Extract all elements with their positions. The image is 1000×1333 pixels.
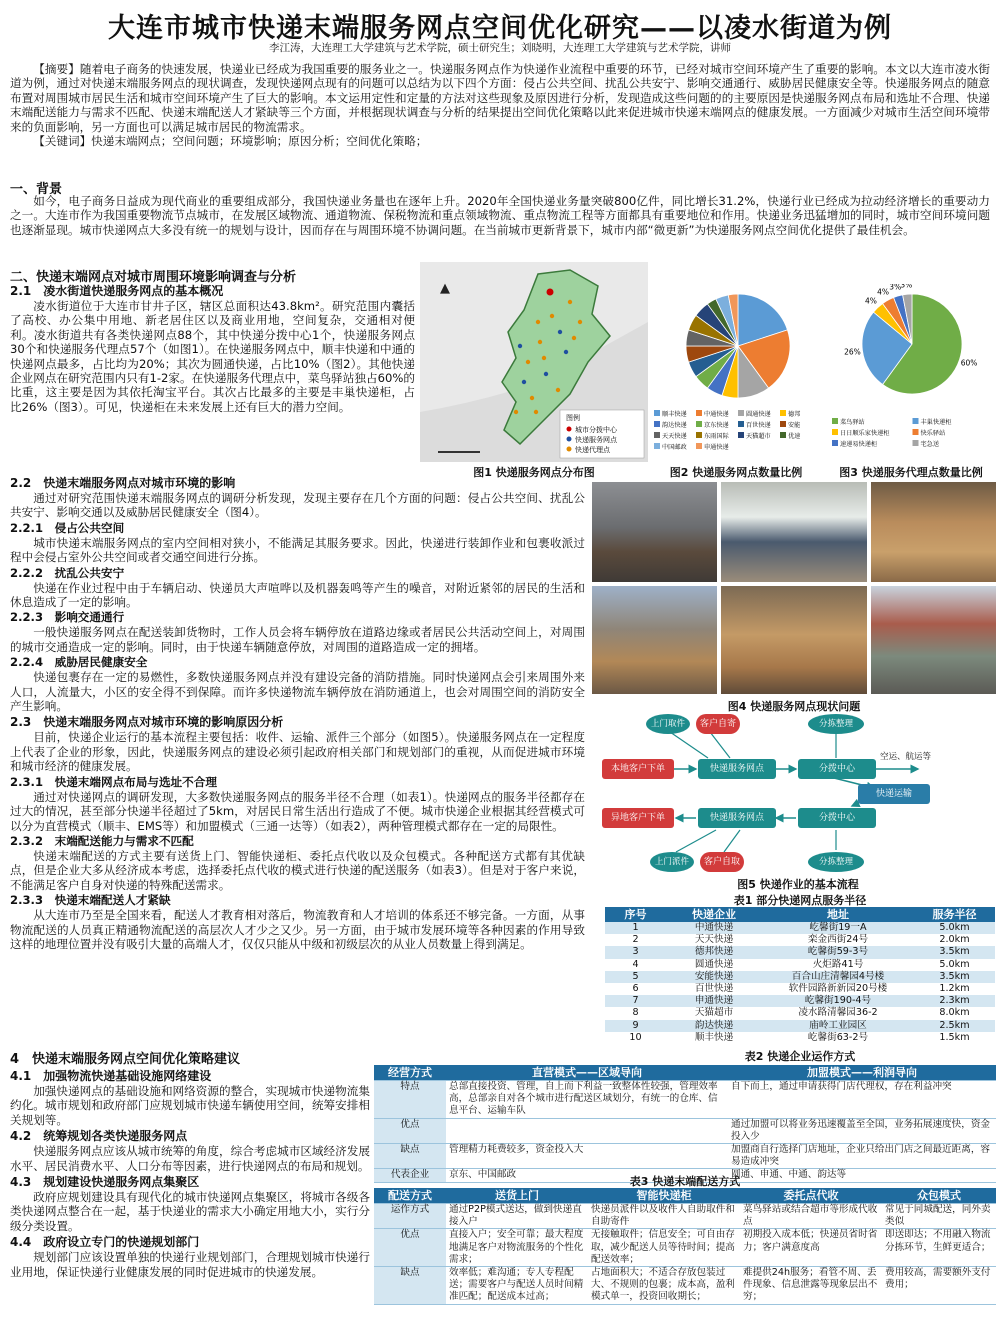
pie3-pct-label: 3% [889, 284, 902, 292]
para-4-3: 政府应规划建设具有现代化的城市快递网点集聚区，将城市各级各类快递网点整合在一起，基于快递业的需求大小确定用地大小，实行分级分类设置。 [10, 1190, 370, 1233]
table1-cell: 1 [605, 922, 666, 934]
table1-row [605, 959, 995, 971]
table1-row [605, 1032, 995, 1044]
heading-2-2-2: 2.2.2 扰乱公共安宁 [10, 565, 125, 580]
table3-cell: 常见于同城配送，同外卖类似 [882, 1204, 996, 1229]
pie2-legend-swatch [696, 410, 702, 416]
heading-2-2-1: 2.2.1 侵占公共空间 [10, 520, 125, 535]
table1-row [605, 1020, 995, 1032]
map-legend-agent: 快递代理点 [575, 446, 610, 454]
heading-4-2: 4.2 统筹规划各类快递服务网点 [10, 1129, 188, 1144]
pie2-legend-label: 圆通快递 [746, 411, 771, 418]
para-2-3-3: 从大连市乃至是全国来看，配送人才教育相对落后，物流教育和人才培训的体系还不够完备。一方面，从事物流配送的人员真正精通物流配送的高层次人才少之又少。另一方面，由于城市发展环境等各种因素的作用导致这样的地理位置并没有吸引大量的高端人才，仅仅只能从中级和初级层次的从业人员数量上得到满足。 [10, 908, 585, 951]
table1-cell: 屹馨街59-3号 [762, 946, 914, 958]
flow-pickup: 上门取件 [646, 714, 690, 734]
left-column [10, 282, 415, 414]
table1-row [605, 934, 995, 946]
table1-cell: 百合山庄清馨园4号楼 [762, 971, 914, 983]
heading-2-2-4: 2.2.4 威胁居民健康安全 [10, 655, 148, 670]
pie2-legend-swatch [780, 410, 786, 416]
pie3-legend-label: 宅急送 [920, 441, 940, 448]
table3-caption: 表3 快递末端配送方式 [629, 1175, 741, 1188]
section1-paragraph: 如今，电子商务日益成为现代商业的重要组成部分，我国快递业务量也在逐年上升。2020年全国快递业务量突破800亿件，同比增长31.2%，快递行业已经成为拉动经济增长的重要动力之一。大连市作为我国重要物流节点城市，在发展区域物流、通道物流、保税物流和重点领域物流、重点物流工程等方面都具有重要地位和作用。快递业务迅猛增加的同时，城市空间环境问题也逐渐显现。城市快递网点大多没有统一的规划与设计，因而存在与周围环境不协调问题。在当前城市更新背景下，城市内部“微更新”为快递服务网点空间优化提供了最佳机会。 [10, 194, 990, 237]
table1-header-radius: 服务半径 [914, 907, 995, 922]
table1-row [605, 971, 995, 983]
pie2-legend-label: 百世快递 [746, 422, 771, 429]
table3-cell: 初期投入成本低；快递员省时省力；客户满意度高 [740, 1229, 882, 1267]
para-4-1: 加强快递网点的基础设施和网络资源的整合，实现城市快递物流集约化。城市规划和政府部门应规划城市快递车辆使用空间，统筹安排相关规划等。 [10, 1084, 370, 1127]
table1-row [605, 995, 995, 1007]
table1-cell: 庙岭工业园区 [762, 1020, 914, 1032]
pie3-svg [830, 284, 995, 460]
table1-row [605, 1007, 995, 1019]
pie3-legend-swatch [913, 429, 919, 435]
map-point [518, 344, 522, 348]
table3-cell: 难提供24h服务；看管不周、丢件现象、信息泄露等现象层出不穷； [740, 1267, 882, 1305]
north-arrow-icon: ▲ [440, 281, 450, 296]
table3-cell: 即送即达；不用融入物流分拣环节，生鲜更适合； [882, 1229, 996, 1267]
table1-caption: 表1 部分快递网点服务半径 [733, 894, 867, 907]
table1-cell: 3.5km [914, 946, 995, 958]
pie3-legend-swatch [913, 418, 919, 424]
table2-header-franchise: 加盟模式——利润导向 [728, 1065, 996, 1081]
table3-cell: 缺点 [374, 1267, 446, 1305]
table1-cell: 申通快递 [666, 995, 762, 1007]
map-legend [560, 410, 644, 458]
table2-cell: 代表企业 [374, 1169, 446, 1182]
pie2-legend-label: 申通快递 [704, 444, 729, 451]
heading-4-4: 4.4 政府设立专门的快递规划部门 [10, 1235, 200, 1250]
table1-cell: 百世快递 [666, 983, 762, 995]
para-2-1: 凌水街道位于大连市甘井子区，辖区总面积达43.8km²。研究范围内囊括了高校、办公集中用地、新老居住区以及商业用地，空间复杂，交通相对便利。凌水街道共有各类快递网点88个，其中快递分拨中心1个，快递服务网点30个和快递服务代理点57个（如图1）。在快递服务网点中，顺丰快递和中通的快递网点最多，占比均为20%；其次为圆通快递，占比10%（图2）。其他快递企业网点在研究范围内只有1-2家。在快递服务代理点中，菜鸟驿站独占60%的比重，这主要是因为其依托淘宝平台。其次占比最多的主要是丰巢快递柜，占比26%（图3）。可见，快递柜在未来发展上还有巨大的潜力空间。 [10, 299, 415, 414]
figure1-caption: 图1 快递服务网点分布图 [473, 466, 595, 479]
table1-cell: 7 [605, 995, 666, 1007]
table1-cell: 屹馨街19一A [762, 922, 914, 934]
table3-row [374, 1229, 996, 1267]
table1-cell: 8 [605, 1007, 666, 1019]
table3-header-mode: 配送方式 [374, 1188, 446, 1204]
map-point [526, 360, 530, 364]
table3-cell: 无接触取件；信息安全；可自由存取，减少配送人员等待时间；提高配送效率； [588, 1229, 740, 1267]
map-legend-outlet: 快递服务网点 [575, 436, 617, 444]
heading-2-3-3: 2.3.3 快递末端配送人才紧缺 [10, 893, 171, 908]
pie2-legend-label: 天天快递 [662, 433, 687, 440]
flow-outlet-top: 快递服务网点 [698, 759, 776, 779]
table3 [374, 1188, 996, 1305]
figure4-caption: 图4 快递服务网点现状问题 [727, 700, 861, 713]
table3-row [374, 1267, 996, 1305]
pie2-legend-swatch [780, 432, 786, 438]
para-2-2-4: 快递包裹存在一定的易燃性，多数快递服务网点并没有建设完备的消防措施。同时快递网点会引来周围外来人口，人流量大，小区的安全得不到保障。而许多快递物流车辆停放在消防通道上，也会对周围空间的消防安全产生影响。 [10, 670, 585, 714]
table1-cell: 1.2km [914, 983, 995, 995]
pie2-legend-swatch [738, 421, 744, 427]
pie3-pct-label: 60% [960, 358, 978, 368]
table1-header-index: 序号 [605, 907, 666, 922]
table1-cell: 德邦快递 [666, 946, 762, 958]
section1-text [10, 194, 990, 237]
heading-4-1: 4.1 加强物流快递基础设施网络建设 [10, 1069, 212, 1083]
figure4-photos [592, 482, 996, 694]
authors: 李江涛，大连理工大学建筑与艺术学院，硕士研究生；刘晓明，大连理工大学建筑与艺术学院，讲师 [269, 42, 731, 54]
table3-cell: 快递员派件以及收件人自助取件和自助寄件 [588, 1204, 740, 1229]
table1-cell: 5.0km [914, 959, 995, 971]
section4-heading: 4 快递末端服务网点空间优化策略建议 [10, 1052, 241, 1067]
pie2-legend-label: 京东快递 [704, 422, 729, 429]
figure1-map [420, 262, 648, 462]
table2-cell: 管理精力耗费较多，资金投入大 [446, 1144, 728, 1169]
pie3-legend-label: 快乐驿站 [920, 430, 946, 437]
map-svg [420, 262, 648, 462]
flow-sort-center-bottom: 分拨中心 [798, 808, 876, 828]
table3-header-locker: 智能快递柜 [588, 1188, 740, 1204]
table2-cell: 加盟商自行选择门店地址，企业只给出门店之间最近距离，容易造成冲突 [728, 1144, 996, 1169]
pie2-legend-swatch [654, 410, 660, 416]
para-2-2-3: 一般快递服务网点在配送装卸货物时，工作人员会将车辆停放在道路边缘或者居民公共活动空间上，对周围的城市交通造成一定的影响。同时，由于快递车辆随意停放，对周围的道路造成一定的拥堵。 [10, 625, 585, 654]
table1-cell: 3 [605, 946, 666, 958]
flow-sort-transfer-bottom: 分拣整理 [808, 852, 864, 872]
figure5-caption: 图5 快递作业的基本流程 [737, 878, 859, 891]
pie3-legend-label: 丰巢快递柜 [920, 419, 952, 426]
table3-cell: 直接入户；安全可靠；最大程度地满足客户对物流服务的个性化需求； [446, 1229, 588, 1267]
map-point [550, 314, 554, 318]
photo-cluttered-parcels [721, 586, 867, 694]
map-point [544, 372, 548, 376]
table2-row [374, 1144, 996, 1169]
heading-2-1: 2.1 凌水街道快递服务网点的基本概况 [10, 284, 224, 298]
table3-header-agent: 委托点代收 [740, 1188, 882, 1204]
abstract-label: 【摘要】 [33, 62, 80, 76]
table1-cell: 栾金西街24号 [762, 934, 914, 946]
pie3-legend-swatch [832, 429, 838, 435]
section2-heading: 二、快递末端网点对城市周围环境影响调查与分析 [10, 270, 297, 285]
table2-cell: 通过加盟可以将业务迅速覆盖至全国，业务拓展速度快，资金投入少 [728, 1118, 996, 1143]
table2 [374, 1065, 996, 1183]
table1-row [605, 983, 995, 995]
heading-2-3-2: 2.3.2 末端配送能力与需求不匹配 [10, 833, 194, 848]
table2-cell: 优点 [374, 1118, 446, 1143]
table2-caption: 表2 快递企业运作方式 [744, 1050, 856, 1063]
figure2-pie [652, 288, 824, 460]
para-2-2: 通过对研究范围快递末端服务网点的调研分析发现，发现主要存在几个方面的问题：侵占公共空间、扰乱公共安宁、影响交通以及威胁居民健康安全（图4）。 [10, 491, 585, 520]
para-2-2-1: 城市快递末端服务网点的室内空间相对狭小，不能满足其服务要求。因此，快递进行装卸作业和包裹收派过程中会侵占室外公共空间或者交通空间进行分拣。 [10, 535, 585, 565]
map-point [530, 396, 534, 400]
para-4-4: 规划部门应该设置单独的快递行业规划部门，合理规划城市快递行业用地，保证快递行业健康发展的同时促进城市的快递发展。 [10, 1250, 370, 1279]
table1 [605, 907, 995, 1044]
full-column-a [10, 474, 585, 951]
pie3-legend-swatch [832, 440, 838, 446]
map-legend-title: 图例 [566, 414, 580, 422]
table1-cell: 3.5km [914, 971, 995, 983]
pie2-legend-label: 优速 [788, 433, 801, 440]
table1-header-address: 地址 [762, 907, 914, 922]
photo-sorting-outdoors [592, 482, 717, 582]
table3-cell: 效率低；难沟通；专人专程配送；需要客户与配送人员时间精准匹配；配送成本过高； [446, 1267, 588, 1305]
table2-row [374, 1081, 996, 1119]
map-point [542, 356, 546, 360]
pie2-legend-swatch [654, 443, 660, 449]
table1-cell: 火炬路41号 [762, 959, 914, 971]
table1-cell: 顺丰快递 [666, 1032, 762, 1044]
table2-cell [446, 1118, 728, 1143]
keywords: 快递末端网点；空间问题；环境影响；原因分析；空间优化策略； [91, 134, 428, 149]
table1-cell: 韵达快递 [666, 1020, 762, 1032]
table2-cell: 总部直接投资、管理，自上而下利益一致整体性较强，管理效率高，总部亲自对各个城市进行配送区域划分，有统一的仓库、信息平台、运输车队 [446, 1081, 728, 1119]
table3-header-door: 送货上门 [446, 1188, 588, 1204]
map-legend-sort-center: 城市分拨中心 [575, 426, 617, 434]
table1-cell: 2.0km [914, 934, 995, 946]
map-point [572, 336, 576, 340]
table1-cell: 9 [605, 1020, 666, 1032]
pie3-legend-swatch [832, 418, 838, 424]
table1-cell: 6 [605, 983, 666, 995]
heading-2-2: 2.2 快递末端服务网点对城市环境的影响 [10, 476, 236, 490]
flow-self-send: 客户自寄 [696, 714, 740, 734]
pie2-legend-label: 德邦 [788, 411, 801, 418]
map-point [578, 320, 582, 324]
map-point [558, 330, 562, 334]
left-column-bottom [10, 1048, 370, 1279]
pie2-legend-label: 韵达快递 [662, 422, 687, 429]
flow-sort-transfer-top: 分拣整理 [808, 714, 864, 734]
poster-title: 大连市城市快递末端服务网点空间优化研究——以凌水街道为例 [108, 13, 892, 44]
pie2-svg [652, 288, 824, 460]
abstract-text: 随着电子商务的快速发展，快递业已经成为我国重要的服务业之一。快递服务网点作为快递作业流程中重要的环节，已经对城市空间环境产生了重要的影响。本文以大连市凌水街道为例，通过对快递末端服务网点的现状调查，发现快递网点现有的问题可以总结为以下四个方面：侵占公共空间、扰乱公共安宁、影响交通通行、威胁居民健康安全等。快递服务网点的随意布置对周围城市居民生活和城市空间环境产生了巨大的影响。本文运用定性和定量的方法对这些现象及原因进行分析，发现造成这些问题的的主要原因是快递服务网点布局和选址不合理、快递末端配送能力与需求不匹配、快递末端配送人才紧缺等三个方面，并根据现状调查与分析的结果提出空间优化策略以此来促进城市快递末端网点的健康发展。一方面减少对城市生活空间环境带来的负面影响，另一方面也可以满足城市居民的物流需求。 [10, 62, 990, 134]
map-point [568, 300, 572, 304]
table2-cell: 特点 [374, 1081, 446, 1119]
table1-cell: 2.3km [914, 995, 995, 1007]
table1-cell: 天猫超市 [666, 1007, 762, 1019]
pie2-legend-swatch [696, 443, 702, 449]
table1-cell: 8.0km [914, 1007, 995, 1019]
figure3-caption: 图3 快递服务代理点数量比例 [839, 466, 983, 479]
keywords-label: 【关键词】 [33, 134, 92, 149]
para-2-3-1: 通过对快递网点的调研发现，大多数快递服务网点的服务半径不合理（如表1）。快递网点的服务半径都存在过大的情况，甚至部分快递半径超过了5km，对居民日常生活出行造成了不便。城市快递企业根据其经营模式可以分为直营模式（顺丰、EMS等）和加盟模式（三通一达等）（如表2），两种管理模式都存在一定的局限性。 [10, 789, 585, 833]
map-point [536, 320, 540, 324]
pie2-legend-swatch [780, 421, 786, 427]
table3-cell: 优点 [374, 1229, 446, 1267]
table1-cell: 10 [605, 1032, 666, 1044]
pie2-legend-swatch [738, 410, 744, 416]
flow-outlet-bottom: 快递服务网点 [698, 808, 776, 828]
pie2-legend-swatch [696, 421, 702, 427]
map-point [538, 340, 542, 344]
pie2-legend-label: 安能 [788, 422, 801, 429]
pie2-legend-swatch [654, 432, 660, 438]
table1-row [605, 922, 995, 934]
table2-header-mode: 经营方式 [374, 1065, 446, 1081]
pie3-pct-label: 26% [844, 347, 861, 357]
table1-cell: 安能快递 [666, 971, 762, 983]
map-point [522, 380, 526, 384]
heading-2-3: 2.3 快递末端服务网点对城市环境的影响原因分析 [10, 715, 284, 730]
table1-cell: 天天快递 [666, 934, 762, 946]
heading-2-3-1: 2.3.1 快递末端网点布局与选址不合理 [10, 774, 217, 789]
table3-cell: 占地面积大；不适合存放包装过大、不规则的包裹；成本高，盈利模式单一，投资回收期长； [588, 1267, 740, 1305]
table1-cell: 屹馨街63-2号 [762, 1032, 914, 1044]
pie3-pct-label: 3% [900, 284, 913, 290]
pie2-legend-label: 中国邮政 [662, 444, 687, 451]
table3-cell: 运作方式 [374, 1204, 446, 1229]
table1-cell: 软件园路新新园20号楼 [762, 983, 914, 995]
pie2-legend-label: 顺丰快递 [662, 411, 687, 418]
map-point [534, 410, 538, 414]
flow-transport: 快递运输 [858, 784, 930, 804]
pie3-pct-label: 4% [877, 287, 890, 297]
map-point [564, 350, 568, 354]
table1-cell: 1.5km [914, 1032, 995, 1044]
photo-parcels-pile [871, 482, 996, 582]
table3-header-crowd: 众包模式 [882, 1188, 996, 1204]
para-2-3-2: 快递末端配送的方式主要有送货上门、智能快递柜、委托点代收以及众包模式。各种配送方式都有其优缺点，但是企业大多从经济成本考虑，选择委托点代收的模式进行快递的配送服务（如表3）。但是对于客户来说，不能满足客户自身对快递的特殊配送需求。 [10, 848, 585, 892]
flow-self-pick: 客户自取 [700, 852, 744, 872]
para-4-2: 快递服务网点应该从城市统筹的角度，综合考虑城市区域经济发展水平、居民消费水平、人口分布等因素，进行快递网点的布局和规划。 [10, 1144, 370, 1173]
pie3-legend-label: 菜鸟驿站 [840, 419, 865, 426]
section1-heading: 一、背景 [10, 182, 63, 197]
table2-cell: 京东、中国邮政 [446, 1169, 728, 1182]
map-point [514, 410, 518, 414]
abstract [10, 62, 990, 148]
pie3-legend-label: 速递易快递柜 [840, 441, 878, 448]
table1-cell: 屹馨街190-4号 [762, 995, 914, 1007]
flow-deliver: 上门派件 [650, 852, 694, 872]
flow-air-land: 空运、航运等 [880, 752, 932, 762]
flow-sort-center-top: 分拨中心 [798, 759, 876, 779]
map-point [556, 388, 560, 392]
pie3-legend-label: 日日顺乐家快递柜 [840, 430, 890, 437]
table3-row [374, 1204, 996, 1229]
table2-row [374, 1118, 996, 1143]
pie2-legend-label: 中通快递 [704, 411, 729, 418]
figure5-flowchart [600, 714, 996, 874]
pie2-legend-label: 东雨国际 [704, 433, 729, 440]
table1-cell: 中通快递 [666, 922, 762, 934]
table1-cell: 2 [605, 934, 666, 946]
pie3-pct-label: 4% [864, 296, 877, 306]
figure3-pie [830, 284, 995, 460]
photo-courier-street [592, 586, 717, 694]
para-2-2-2: 快递在作业过程中由于车辆启动、快递员大声喧哗以及机器轰鸣等产生的噪音，对附近紧邻的居民的生活和休息造成了一定的影响。 [10, 580, 585, 610]
table2-cell: 缺点 [374, 1144, 446, 1169]
table3-cell: 费用较高，需要额外支付费用； [882, 1267, 996, 1305]
table2-cell: 圆通、申通、中通、韵达等 [728, 1169, 996, 1182]
heading-4-3: 4.3 规划建设快递服务网点集聚区 [10, 1175, 200, 1190]
para-2-3: 目前，快递企业运行的基本流程主要包括：收件、运输、派件三个部分（如图5）。快递服务网点在一定程度上代表了企业的形象，因此，快递服务网点的建设必须引起政府相关部门和规划部门的重视，从而促进城市环境和城市经济的健康发展。 [10, 730, 585, 774]
photo-residential-yard [871, 586, 996, 694]
pie2-legend-swatch [654, 421, 660, 427]
table1-cell: 4 [605, 959, 666, 971]
table3-cell: 通过P2P模式送达，做到快递直接入户 [446, 1204, 588, 1229]
pie2-legend-swatch [696, 432, 702, 438]
table1-cell: 5 [605, 971, 666, 983]
flow-local-customer: 本地客户下单 [602, 759, 674, 779]
map-point [547, 289, 554, 296]
heading-2-2-3: 2.2.3 影响交通通行 [10, 610, 125, 625]
table2-header-direct: 直营模式——区域导向 [446, 1065, 728, 1081]
flow-arrows [600, 714, 996, 874]
pie3-legend-swatch [913, 440, 919, 446]
table1-cell: 5.0km [914, 922, 995, 934]
table1-row [605, 946, 995, 958]
table1-cell: 2.5km [914, 1020, 995, 1032]
pie2-legend-swatch [738, 432, 744, 438]
table2-cell: 自下而上，通过申请获得门店代理权，存在利益冲突 [728, 1081, 996, 1119]
figure2-caption: 图2 快递服务网点数量比例 [669, 466, 803, 479]
table1-cell: 圆通快递 [666, 959, 762, 971]
flow-other-customer: 异地客户下单 [602, 808, 674, 828]
photo-delivery-truck [721, 482, 867, 582]
table3-cell: 菜鸟驿站或结合超市等形成代收点 [740, 1204, 882, 1229]
table1-header-company: 快递企业 [666, 907, 762, 922]
pie2-legend-label: 天猫超市 [746, 433, 771, 440]
table1-cell: 凌水路清馨园36-2 [762, 1007, 914, 1019]
